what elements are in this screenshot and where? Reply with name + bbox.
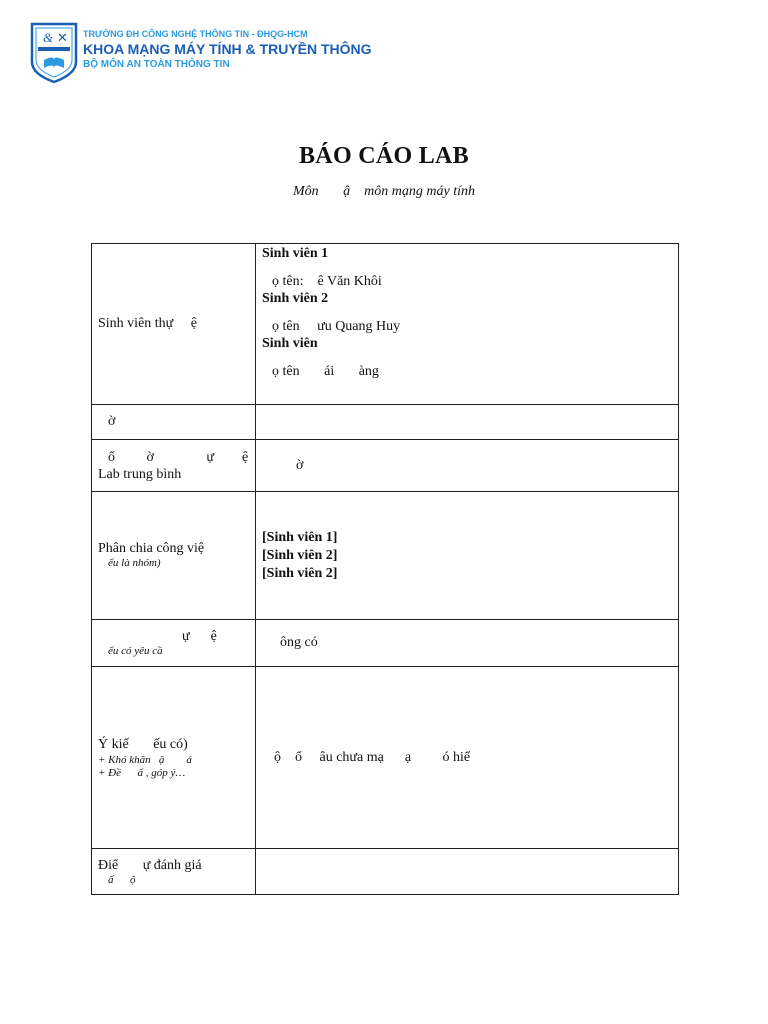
student-1-heading: Sinh viên 1 bbox=[262, 246, 329, 261]
self-eval-note: ấ ộ bbox=[108, 873, 136, 886]
student-1-name: ọ tên: ê Văn Khôi bbox=[272, 274, 382, 289]
department-header bbox=[30, 22, 372, 86]
support-note: ếu có yêu cầ bbox=[108, 644, 163, 657]
student-2-name: ọ tên ưu Quang Huy bbox=[272, 319, 401, 334]
division-tasks bbox=[256, 492, 679, 620]
time-row bbox=[92, 405, 679, 440]
students-cell bbox=[256, 244, 679, 405]
self-eval-row bbox=[92, 849, 679, 895]
department-name: BỘ MÔN AN TOÀN THÔNG TIN bbox=[83, 59, 230, 70]
student-3 bbox=[262, 335, 672, 380]
feedback-label bbox=[92, 667, 256, 849]
feedback-note-2: + Đề ấ , góp ý… bbox=[98, 766, 186, 779]
student-2 bbox=[262, 290, 672, 335]
lab-report-table bbox=[91, 243, 679, 895]
division-label bbox=[92, 492, 256, 620]
header-text bbox=[83, 28, 372, 71]
task-item: [Sinh viên 1] bbox=[262, 529, 338, 545]
time-label bbox=[92, 405, 256, 440]
self-eval-value bbox=[256, 849, 679, 895]
division-note: ếu là nhóm) bbox=[108, 557, 161, 569]
avg-time-value: ờ bbox=[296, 457, 304, 473]
avg-time-label-line2: Lab trung bình bbox=[98, 466, 182, 482]
avg-time-label-line1: ổ ờ ự ệ bbox=[108, 449, 249, 465]
students-label-text: Sinh viên thự ệ bbox=[98, 316, 197, 331]
time-value bbox=[256, 405, 679, 440]
division-row bbox=[92, 492, 679, 620]
time-label-text: ờ bbox=[108, 414, 116, 429]
svg-text:&: & bbox=[43, 30, 54, 45]
students-label bbox=[92, 244, 256, 405]
avg-time-row bbox=[92, 440, 679, 492]
task-item: [Sinh viên 2] bbox=[262, 547, 338, 563]
student-2-heading: Sinh viên 2 bbox=[262, 291, 329, 306]
support-value: ông có bbox=[280, 635, 318, 650]
university-logo-icon bbox=[30, 22, 78, 84]
feedback-value-cell bbox=[256, 667, 679, 849]
university-name: TRƯỜNG ĐH CÔNG NGHỆ THÔNG TIN - ĐHQG-HCM bbox=[83, 29, 308, 39]
svg-text:✕: ✕ bbox=[57, 30, 68, 45]
students-row bbox=[92, 244, 679, 405]
feedback-note-1: + Khó khăn ặ á bbox=[98, 753, 192, 766]
division-label-text: Phân chia công việ bbox=[98, 541, 205, 556]
self-eval-label-text: Điể ự đánh giá bbox=[98, 857, 202, 873]
feedback-label-text: Ý kiế ếu có) bbox=[98, 736, 188, 752]
page-subtitle: Môn ậ môn mạng máy tính bbox=[293, 184, 475, 199]
support-label bbox=[92, 620, 256, 667]
task-item: [Sinh viên 2] bbox=[262, 565, 338, 581]
avg-time-value-cell bbox=[256, 440, 679, 492]
support-row bbox=[92, 620, 679, 667]
self-eval-label bbox=[92, 849, 256, 895]
page-title: BÁO CÁO LAB bbox=[299, 143, 469, 169]
student-1 bbox=[262, 245, 672, 290]
feedback-row bbox=[92, 667, 679, 849]
avg-time-label bbox=[92, 440, 256, 492]
student-3-name: ọ tên ái àng bbox=[272, 364, 379, 379]
faculty-name: KHOA MẠNG MÁY TÍNH & TRUYỀN THÔNG bbox=[83, 41, 372, 57]
feedback-value: ộ ổ âu chưa mạ ạ ó hiể bbox=[274, 749, 471, 765]
support-value-cell bbox=[256, 620, 679, 667]
support-label-text: ự ệ bbox=[182, 628, 217, 644]
student-3-heading: Sinh viên bbox=[262, 336, 318, 351]
